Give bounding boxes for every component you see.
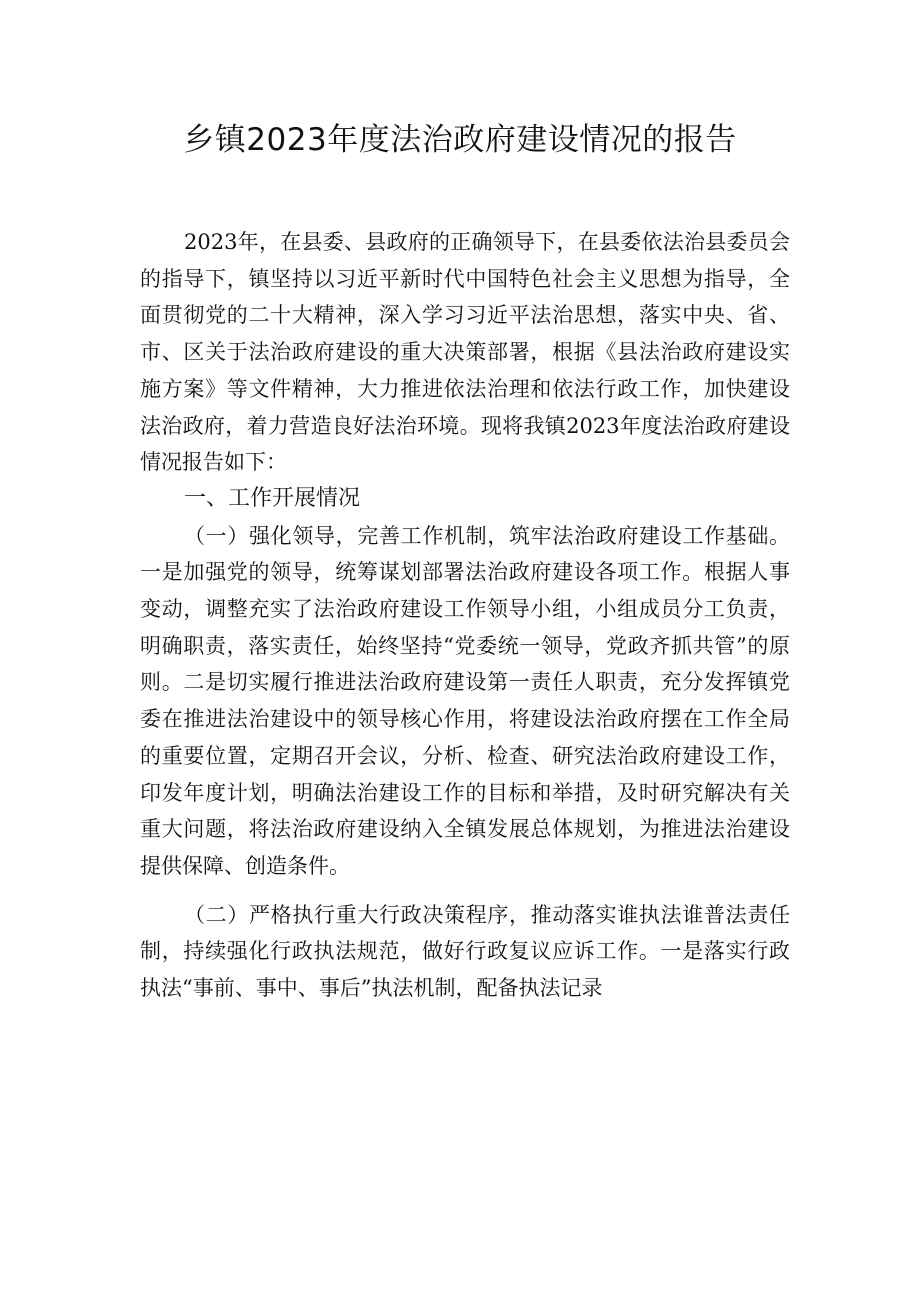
intro-paragraph: 2023年，在县委、县政府的正确领导下，在县委依法治县委员会的指导下，镇坚持以习近平新时代中国特色社会主义思想为指导，全面贯彻党的二十大精神，深入学习习近平法治思想，落实中央、省、市、区关于法治政府建设的重大决策部署，根据《县法治政府建设实施方案》等文件精神，大力推进依法治理和依法行政工作，加快建设法治政府，着力营造良好法治环境。现将我镇2023年度法治政府建设情况报告如下： — [140, 230, 790, 475]
paragraph-gap — [140, 885, 790, 897]
document-body — [140, 224, 790, 1007]
subsection-2-paragraph: （二）严格执行重大行政决策程序，推动落实谁执法谁普法责任制，持续强化行政执法规范，做好行政复议应诉工作。一是落实行政执法“事前、事中、事后”执法机制，配备执法记录 — [140, 902, 790, 1001]
subsection-1-paragraph: （一）强化领导，完善工作机制，筑牢法治政府建设工作基础。一是加强党的领导，统筹谋划部署法治政府建设各项工作。根据人事变动，调整充实了法治政府建设工作领导小组，小组成员分工负责，明确职责，落实责任，始终坚持“党委统一领导，党政齐抓共管”的原则。二是切实履行推进法治政府建设第一责任人职责，充分发挥镇党委在推进法治建设中的领导核心作用，将建设法治政府摆在工作全局的重要位置，定期召开会议，分析、检查、研究法治政府建设工作，印发年度计划，明确法治建设工作的目标和举措，及时研究解决有关重大问题，将法治政府建设纳入全镇发展总体规划，为推进法治建设提供保障、创造条件。 — [140, 523, 790, 878]
section-heading-work-status: 一、工作开展情况 — [184, 485, 361, 511]
document-title: 乡镇2023年度法治政府建设情况的报告 — [183, 122, 737, 158]
